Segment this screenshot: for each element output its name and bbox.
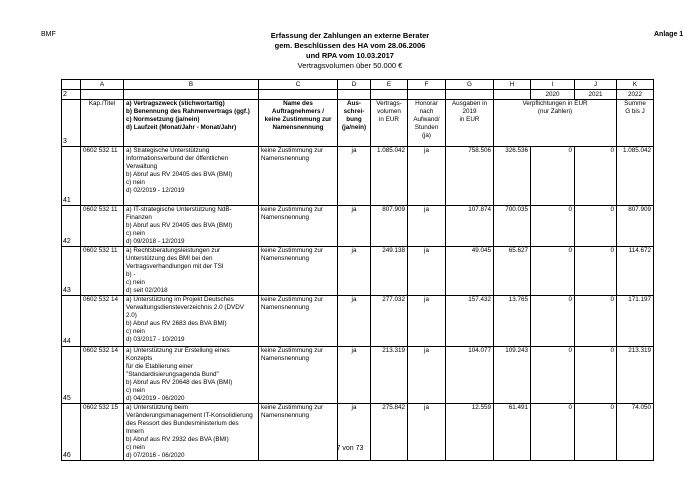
contractor-cell [259, 206, 338, 247]
table-body [62, 147, 654, 461]
description-line: Informationsverbund der öffentlichen [126, 155, 229, 162]
description-line: für die Etablierung einer [126, 363, 193, 370]
sum-cell: 213.319 [617, 347, 654, 404]
description-line: c) nein [126, 279, 145, 286]
payments-table [61, 79, 654, 461]
description-line: c) nein [126, 230, 145, 237]
table-row [62, 296, 654, 347]
contractor-line: Namensnennung [261, 155, 309, 162]
volume-cell: 1.085.042 [371, 147, 408, 206]
description-line: des Ressort des Bundesministerium des Innern [126, 420, 239, 435]
description-cell [124, 347, 259, 404]
contractor-cell [259, 247, 338, 296]
commitment-2021-cell: 0 [575, 404, 617, 461]
header-volume: Vertrags- volumen in EUR [371, 100, 408, 147]
commitment-h-cell: 109.243 [494, 347, 531, 404]
tender-cell: ja [338, 347, 371, 404]
description-line: d) seit 02/2018 [126, 287, 168, 294]
col-letter: E [371, 80, 408, 90]
col-letter: I [531, 80, 575, 90]
tender-cell: ja [338, 404, 371, 461]
fee-cell: ja [408, 347, 446, 404]
fee-cell: ja [408, 147, 446, 206]
col-letter: G [446, 80, 494, 90]
header-contractor: Name des Auftragnehmers / keine Zustimmung zur Namensnennung [259, 100, 338, 147]
description-line: b) - [126, 271, 136, 278]
contractor-line: Namensnennung [261, 412, 309, 419]
header-tender: Aus- schrei- bung (ja/nein) [338, 100, 371, 147]
subtitle: Vertragsvolumen über 50.000 € [297, 61, 403, 70]
commitment-2020-cell: 0 [531, 206, 575, 247]
header-description: a) Vertragszweck (stichwortartig) b) Benennung des Rahmenvertrags (ggf.) c) Normsetzung (ja/nein) d) Laufzeit (Monat/Jahr - Monat/Jahr) [124, 100, 259, 147]
header-expenses: Ausgaben in 2019 in EUR [446, 100, 494, 147]
row-number: 46 [62, 404, 81, 461]
description-line: Veränderungsmanagement IT-Konsolidierung [126, 412, 253, 419]
commitment-2020-cell: 0 [531, 404, 575, 461]
title-line: gem. Beschlüssen des HA vom 28.06.2006 [274, 41, 426, 50]
year-2021: 2021 [575, 90, 617, 100]
kap-titel-cell: 0602 532 14 [81, 296, 124, 347]
volume-cell: 249.138 [371, 247, 408, 296]
ministry-label: BMF [41, 31, 56, 38]
commitment-2020-cell: 0 [531, 347, 575, 404]
fee-cell: ja [408, 404, 446, 461]
kap-titel-cell: 0602 532 11 [81, 247, 124, 296]
commitment-h-cell: 700.035 [494, 206, 531, 247]
header-row [62, 100, 654, 147]
expenses-2019-cell: 49.045 [446, 247, 494, 296]
table-row [62, 247, 654, 296]
commitment-h-cell: 326.536 [494, 147, 531, 206]
fee-cell: ja [408, 247, 446, 296]
volume-cell: 807.909 [371, 206, 408, 247]
contractor-cell [259, 296, 338, 347]
commitment-2021-cell: 0 [575, 296, 617, 347]
contractor-line: Namensnennung [261, 355, 309, 362]
row-number: 44 [62, 296, 81, 347]
contractor-line: keine Zustimmung zur [261, 247, 323, 254]
col-letter: A [81, 80, 124, 90]
commitment-2021-cell: 0 [575, 347, 617, 404]
row-number: 3 [62, 100, 81, 147]
description-line: a) Strategische Unterstützung [126, 147, 210, 154]
description-line: Verwaltung [126, 163, 158, 170]
contractor-line: Namensnennung [261, 255, 309, 262]
description-line: c) nein [126, 444, 145, 451]
table-row [62, 347, 654, 404]
description-line: d) 02/2019 - 12/2019 [126, 187, 185, 194]
description-cell [124, 147, 259, 206]
kap-titel-cell: 0602 532 14 [81, 347, 124, 404]
page-title [0, 31, 700, 71]
year-row [62, 90, 654, 100]
tender-cell: ja [338, 296, 371, 347]
kap-titel-cell: 0602 532 11 [81, 147, 124, 206]
kap-titel-cell: 0602 532 15 [81, 404, 124, 461]
commitment-2021-cell: 0 [575, 147, 617, 206]
description-line: b) Abruf aus RV 2932 des BVA (BMI) [126, 436, 229, 443]
contractor-line: Namensnennung [261, 214, 309, 221]
description-line: c) nein [126, 328, 145, 335]
tender-cell: ja [338, 247, 371, 296]
table-row [62, 206, 654, 247]
description-line: "Standardisierungsagenda Bund" [126, 371, 219, 378]
description-cell [124, 296, 259, 347]
col-letter: H [494, 80, 531, 90]
header-sum: Summe G bis J [617, 100, 654, 147]
volume-cell: 213.319 [371, 347, 408, 404]
description-line: Vertragsverhandlungen mit der TSI [126, 263, 224, 270]
sum-cell: 807.909 [617, 206, 654, 247]
commitment-h-cell: 13.765 [494, 296, 531, 347]
row-number: 43 [62, 247, 81, 296]
contractor-line: keine Zustimmung zur [261, 296, 323, 303]
sum-cell: 114.672 [617, 247, 654, 296]
commitment-2021-cell: 0 [575, 206, 617, 247]
commitment-2020-cell: 0 [531, 147, 575, 206]
col-letter: J [575, 80, 617, 90]
description-cell [124, 206, 259, 247]
expenses-2019-cell: 104.077 [446, 347, 494, 404]
sum-cell: 74.050 [617, 404, 654, 461]
contractor-line: keine Zustimmung zur [261, 147, 323, 154]
annex-label: Anlage 1 [654, 31, 684, 38]
description-line: a) Unterstützung zur Erstellung eines Konzepts [126, 347, 230, 362]
header-fee: Honorar nach Aufwand/ Stunden (ja) [408, 100, 446, 147]
contractor-line: Namensnennung [261, 304, 309, 311]
description-line: a) IT-strategische Unterstützung NdB-Finanzen [126, 206, 232, 221]
row-number: 41 [62, 147, 81, 206]
row-number: 45 [62, 347, 81, 404]
volume-cell: 277.032 [371, 296, 408, 347]
description-line: c) nein [126, 387, 145, 394]
description-line: b) Abruf aus RV 20648 des BVA (BMI) [126, 379, 233, 386]
contractor-cell [259, 347, 338, 404]
description-line: b) Abruf aus RV 2683 des BVA BMI) [126, 320, 227, 327]
description-line: c) nein [126, 179, 145, 186]
description-line: d) 07/2016 - 06/2020 [126, 452, 185, 459]
tender-cell: ja [338, 147, 371, 206]
commitment-h-cell: 61.491 [494, 404, 531, 461]
year-2022: 2022 [617, 90, 654, 100]
contractor-cell [259, 147, 338, 206]
contractor-line: keine Zustimmung zur [261, 206, 323, 213]
contractor-line: keine Zustimmung zur [261, 347, 323, 354]
title-line: und RPA vom 10.03.2017 [306, 51, 394, 60]
expenses-2019-cell: 758.506 [446, 147, 494, 206]
tender-cell: ja [338, 206, 371, 247]
fee-cell: ja [408, 206, 446, 247]
row-number: 42 [62, 206, 81, 247]
col-letter: K [617, 80, 654, 90]
commitment-2020-cell: 0 [531, 247, 575, 296]
volume-cell: 275.842 [371, 404, 408, 461]
description-line: b) Abruf aus RV 20405 des BVA (BMI) [126, 222, 233, 229]
description-line: b) Abruf aus RV 20405 des BVA (BMI) [126, 171, 233, 178]
header-commitments: Verpflichtungen in EUR (nur Zahlen) [494, 100, 617, 147]
commitment-2020-cell: 0 [531, 296, 575, 347]
col-letter: D [338, 80, 371, 90]
description-cell [124, 247, 259, 296]
fee-cell: ja [408, 296, 446, 347]
contractor-line: keine Zustimmung zur [261, 404, 323, 411]
description-line: d) 03/2017 - 10/2019 [126, 336, 185, 343]
description-line: a) Unterstützung im Projekt Deutsches [126, 296, 234, 303]
description-line: a) Rechtsberatungsleistungen zur [126, 247, 221, 254]
sum-cell: 1.085.042 [617, 147, 654, 206]
sum-cell: 171.197 [617, 296, 654, 347]
description-line: Verwaltungsdiensteverzeichnis 2.0 (DVDV 2.0) [126, 304, 244, 319]
col-letter: B [124, 80, 259, 90]
expenses-2019-cell: 157.432 [446, 296, 494, 347]
description-line: Unterstützung des BMI bei den [126, 255, 213, 262]
description-line: d) 04/2019 - 06/2020 [126, 395, 185, 402]
expenses-2019-cell: 107.874 [446, 206, 494, 247]
table-row [62, 147, 654, 206]
header-kap-titel: Kap./Titel [81, 100, 124, 147]
col-letter: F [408, 80, 446, 90]
col-letter: C [259, 80, 338, 90]
kap-titel-cell: 0602 532 11 [81, 206, 124, 247]
row-number: 2 [62, 90, 81, 100]
description-line: d) 09/2018 - 12/2019 [126, 238, 185, 245]
page-number: 7 von 73 [336, 445, 364, 452]
commitment-h-cell: 65.627 [494, 247, 531, 296]
title-line: Erfassung der Zahlungen an externe Berater [270, 31, 430, 40]
year-2020: 2020 [531, 90, 575, 100]
column-letter-row [62, 80, 654, 90]
commitment-2021-cell: 0 [575, 247, 617, 296]
description-line: a) Unterstützung beim [126, 404, 188, 411]
expenses-2019-cell: 12.559 [446, 404, 494, 461]
